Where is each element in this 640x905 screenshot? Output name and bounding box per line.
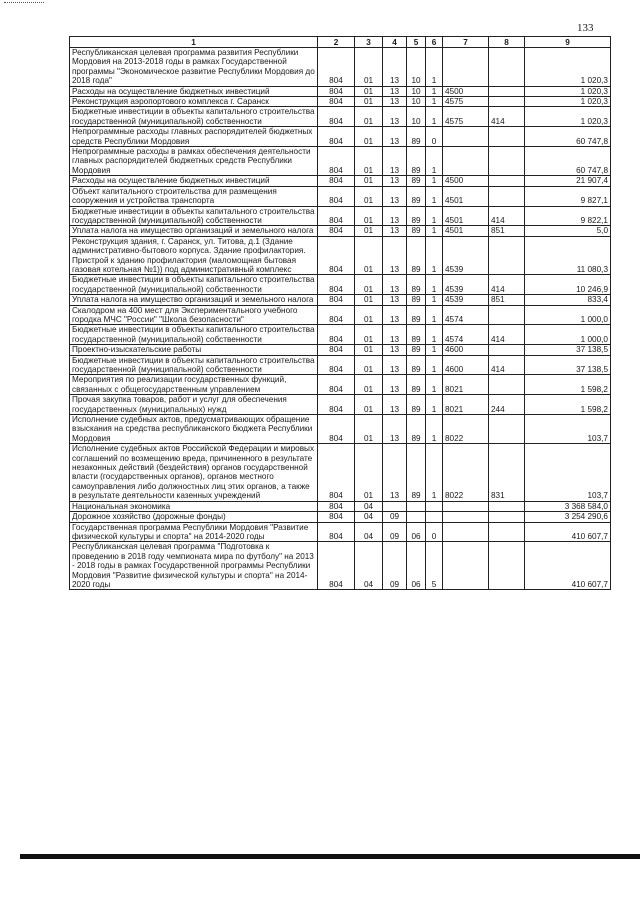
row-subsection: 13 <box>383 355 407 375</box>
row-amount: 103,7 <box>525 415 611 444</box>
column-header-8: 8 <box>489 37 525 48</box>
scan-mark <box>4 2 44 4</box>
row-section: 01 <box>355 147 383 176</box>
row-amount: 410 607,7 <box>525 542 611 590</box>
row-program: 89 <box>407 295 426 305</box>
row-expense-type <box>489 501 525 511</box>
row-target-code <box>443 127 489 147</box>
row-name: Бюджетные инвестиции в объекты капитального строительства государственной (муниципальной) собственности <box>70 275 318 295</box>
row-name: Расходы на осуществление бюджетных инвестиций <box>70 86 318 96</box>
row-program: 10 <box>407 48 426 87</box>
row-subprogram: 1 <box>426 325 443 345</box>
row-name: Уплата налога на имущество организаций и земельного налога <box>70 226 318 236</box>
row-program: 89 <box>407 325 426 345</box>
row-amount: 410 607,7 <box>525 522 611 542</box>
row-subsection: 09 <box>383 522 407 542</box>
row-section: 01 <box>355 127 383 147</box>
column-header-2: 2 <box>318 37 355 48</box>
row-amount: 11 080,3 <box>525 236 611 275</box>
row-name: Республиканская целевая программа развития Республики Мордовия на 2013-2018 годы в рамках Государственной программы "Экономическое развитие Республики Мордовия до 2018 года" <box>70 48 318 87</box>
row-amount: 37 138,5 <box>525 355 611 375</box>
column-header-1: 1 <box>70 37 318 48</box>
row-amount: 1 000,0 <box>525 305 611 325</box>
row-name: Прочая закупка товаров, работ и услуг для обеспечения государственных (муниципальных) нужд <box>70 395 318 415</box>
row-section: 01 <box>355 395 383 415</box>
row-admin-code: 804 <box>318 86 355 96</box>
row-section: 01 <box>355 415 383 444</box>
row-expense-type: 831 <box>489 444 525 501</box>
row-subprogram: 1 <box>426 345 443 355</box>
table-row <box>70 295 611 305</box>
row-subprogram <box>426 501 443 511</box>
row-name: Исполнение судебных актов, предусматривающих обращение взыскания на средства республиканского бюджета Республики Мордовия <box>70 415 318 444</box>
row-subsection: 13 <box>383 206 407 226</box>
row-program: 89 <box>407 395 426 415</box>
row-subprogram: 1 <box>426 305 443 325</box>
row-target-code: 4575 <box>443 97 489 107</box>
row-subprogram: 1 <box>426 375 443 395</box>
row-section: 01 <box>355 355 383 375</box>
row-program: 89 <box>407 345 426 355</box>
row-expense-type <box>489 236 525 275</box>
row-target-code: 4539 <box>443 236 489 275</box>
row-program: 89 <box>407 127 426 147</box>
row-section: 01 <box>355 444 383 501</box>
row-subprogram: 1 <box>426 186 443 206</box>
row-subsection: 13 <box>383 176 407 186</box>
row-name: Непрограммные расходы главных распорядителей бюджетных средств Республики Мордовия <box>70 127 318 147</box>
row-subprogram: 1 <box>426 295 443 305</box>
row-admin-code: 804 <box>318 295 355 305</box>
row-amount: 103,7 <box>525 444 611 501</box>
row-admin-code: 804 <box>318 127 355 147</box>
row-subprogram: 1 <box>426 444 443 501</box>
row-target-code: 8022 <box>443 415 489 444</box>
table-body <box>70 48 611 590</box>
row-amount: 60 747,8 <box>525 127 611 147</box>
row-section: 04 <box>355 522 383 542</box>
row-program: 89 <box>407 236 426 275</box>
row-subsection: 13 <box>383 107 407 127</box>
row-subsection: 13 <box>383 127 407 147</box>
row-target-code: 4500 <box>443 176 489 186</box>
row-subprogram: 1 <box>426 415 443 444</box>
row-program: 89 <box>407 186 426 206</box>
row-admin-code: 804 <box>318 275 355 295</box>
row-expense-type <box>489 176 525 186</box>
row-name: Реконструкция аэропортового комплекса г. Саранск <box>70 97 318 107</box>
row-program: 89 <box>407 206 426 226</box>
row-subsection: 13 <box>383 147 407 176</box>
row-expense-type <box>489 86 525 96</box>
row-target-code: 4575 <box>443 107 489 127</box>
row-program: 89 <box>407 375 426 395</box>
row-subsection: 13 <box>383 305 407 325</box>
table-row <box>70 107 611 127</box>
row-name: Проектно-изыскательские работы <box>70 345 318 355</box>
row-subprogram: 1 <box>426 107 443 127</box>
row-admin-code: 804 <box>318 305 355 325</box>
row-section: 04 <box>355 501 383 511</box>
row-section: 01 <box>355 86 383 96</box>
row-section: 01 <box>355 186 383 206</box>
row-subsection: 13 <box>383 275 407 295</box>
row-section: 01 <box>355 305 383 325</box>
row-subsection: 09 <box>383 542 407 590</box>
row-admin-code: 804 <box>318 97 355 107</box>
row-target-code: 8021 <box>443 375 489 395</box>
row-amount: 37 138,5 <box>525 345 611 355</box>
row-subsection: 13 <box>383 97 407 107</box>
row-expense-type: 414 <box>489 275 525 295</box>
row-section: 01 <box>355 345 383 355</box>
table-row <box>70 355 611 375</box>
row-subprogram: 1 <box>426 206 443 226</box>
row-name: Бюджетные инвестиции в объекты капитального строительства государственной (муниципальной) собственности <box>70 355 318 375</box>
page-number: 133 <box>577 22 594 34</box>
row-subprogram <box>426 512 443 522</box>
table-row <box>70 275 611 295</box>
table-row <box>70 236 611 275</box>
row-program: 10 <box>407 86 426 96</box>
row-target-code: 4574 <box>443 325 489 345</box>
row-subsection: 09 <box>383 512 407 522</box>
row-subsection: 13 <box>383 395 407 415</box>
row-subprogram: 1 <box>426 226 443 236</box>
row-target-code: 4574 <box>443 305 489 325</box>
row-name: Мероприятия по реализации государственных функций, связанных с общегосударственным управлением <box>70 375 318 395</box>
row-section: 01 <box>355 375 383 395</box>
row-subprogram: 1 <box>426 48 443 87</box>
row-subprogram: 1 <box>426 395 443 415</box>
row-admin-code: 804 <box>318 542 355 590</box>
table-row <box>70 305 611 325</box>
row-section: 01 <box>355 226 383 236</box>
row-expense-type <box>489 147 525 176</box>
row-expense-type: 414 <box>489 206 525 226</box>
row-subprogram: 0 <box>426 522 443 542</box>
row-target-code <box>443 147 489 176</box>
row-amount: 1 598,2 <box>525 395 611 415</box>
row-subsection: 13 <box>383 345 407 355</box>
table-row <box>70 375 611 395</box>
row-amount: 3 254 290,6 <box>525 512 611 522</box>
row-amount: 3 368 584,0 <box>525 501 611 511</box>
column-header-5: 5 <box>407 37 426 48</box>
row-expense-type <box>489 522 525 542</box>
table-row <box>70 395 611 415</box>
row-amount: 10 246,9 <box>525 275 611 295</box>
row-expense-type <box>489 305 525 325</box>
row-amount: 21 907,4 <box>525 176 611 186</box>
row-amount: 9 822,1 <box>525 206 611 226</box>
row-name: Республиканская целевая программа "Подготовка к проведению в 2018 году чемпионата мира по футболу" на 2013 - 2018 годы в рамках Государственной программы Республики Мордовия "Развитие физической культуры и спорта" на 2014-2020 годы <box>70 542 318 590</box>
row-admin-code: 804 <box>318 444 355 501</box>
row-target-code: 8022 <box>443 444 489 501</box>
row-name: Государственная программа Республики Мордовия "Развитие физической культуры и спорта" на 2014-2020 годы <box>70 522 318 542</box>
row-program: 89 <box>407 275 426 295</box>
row-admin-code: 804 <box>318 236 355 275</box>
row-expense-type <box>489 512 525 522</box>
row-admin-code: 804 <box>318 325 355 345</box>
row-admin-code: 804 <box>318 395 355 415</box>
table-row <box>70 444 611 501</box>
row-amount: 9 827,1 <box>525 186 611 206</box>
row-target-code: 4501 <box>443 226 489 236</box>
row-subprogram: 1 <box>426 355 443 375</box>
row-name: Национальная экономика <box>70 501 318 511</box>
row-name: Скалодром на 400 мест для Экспериментального учебного городка МЧС "России" "Школа безопасности" <box>70 305 318 325</box>
row-amount: 1 020,3 <box>525 107 611 127</box>
row-target-code: 4600 <box>443 355 489 375</box>
row-expense-type: 851 <box>489 295 525 305</box>
row-admin-code: 804 <box>318 512 355 522</box>
row-target-code <box>443 522 489 542</box>
row-admin-code: 804 <box>318 176 355 186</box>
row-name: Уплата налога на имущество организаций и земельного налога <box>70 295 318 305</box>
row-subsection: 13 <box>383 226 407 236</box>
row-subsection: 13 <box>383 415 407 444</box>
row-subprogram: 1 <box>426 147 443 176</box>
row-program: 89 <box>407 444 426 501</box>
row-subprogram: 1 <box>426 176 443 186</box>
row-name: Дорожное хозяйство (дорожные фонды) <box>70 512 318 522</box>
row-subprogram: 1 <box>426 275 443 295</box>
table-row <box>70 226 611 236</box>
row-amount: 1 000,0 <box>525 325 611 345</box>
row-admin-code: 804 <box>318 522 355 542</box>
row-amount: 1 020,3 <box>525 97 611 107</box>
table-row <box>70 147 611 176</box>
row-name: Бюджетные инвестиции в объекты капитального строительства государственной (муниципальной) собственности <box>70 325 318 345</box>
row-section: 01 <box>355 275 383 295</box>
row-target-code: 4501 <box>443 206 489 226</box>
row-program: 10 <box>407 97 426 107</box>
row-target-code: 8021 <box>443 395 489 415</box>
row-admin-code: 804 <box>318 345 355 355</box>
row-name: Бюджетные инвестиции в объекты капитального строительства государственной (муниципальной) собственности <box>70 206 318 226</box>
row-subsection: 13 <box>383 375 407 395</box>
row-program: 89 <box>407 355 426 375</box>
column-header-7: 7 <box>443 37 489 48</box>
row-target-code <box>443 48 489 87</box>
row-section: 01 <box>355 107 383 127</box>
row-subsection: 13 <box>383 186 407 206</box>
row-target-code <box>443 542 489 590</box>
row-section: 04 <box>355 512 383 522</box>
table-row <box>70 86 611 96</box>
row-name: Объект капитального строительства для размещения сооружения и устройства транспорта <box>70 186 318 206</box>
row-expense-type <box>489 415 525 444</box>
row-target-code <box>443 512 489 522</box>
row-name: Реконструкция здания, г. Саранск, ул. Титова, д.1 (Здание административно-бытового корпуса. Здание профилактория. Пристрой к зданию профилактория (маломощная бытовая газовая котельная №1)) под административный комплекс <box>70 236 318 275</box>
table-row <box>70 501 611 511</box>
row-name: Непрограммные расходы в рамках обеспечения деятельности главных распорядителей бюджетных средств Республики Мордовия <box>70 147 318 176</box>
row-expense-type: 414 <box>489 107 525 127</box>
row-expense-type <box>489 48 525 87</box>
row-target-code: 4600 <box>443 345 489 355</box>
column-header-4: 4 <box>383 37 407 48</box>
table-row <box>70 206 611 226</box>
column-header-9: 9 <box>525 37 611 48</box>
row-expense-type: 414 <box>489 325 525 345</box>
row-expense-type <box>489 97 525 107</box>
row-amount: 833,4 <box>525 295 611 305</box>
row-subprogram: 1 <box>426 86 443 96</box>
table-row <box>70 176 611 186</box>
row-program: 10 <box>407 107 426 127</box>
row-expense-type <box>489 345 525 355</box>
row-admin-code: 804 <box>318 415 355 444</box>
row-program: 89 <box>407 147 426 176</box>
row-amount: 1 020,3 <box>525 48 611 87</box>
row-section: 01 <box>355 206 383 226</box>
row-section: 04 <box>355 542 383 590</box>
row-program: 06 <box>407 522 426 542</box>
row-section: 01 <box>355 236 383 275</box>
column-header-6: 6 <box>426 37 443 48</box>
row-amount: 1 020,3 <box>525 86 611 96</box>
row-section: 01 <box>355 48 383 87</box>
row-expense-type: 244 <box>489 395 525 415</box>
row-admin-code: 804 <box>318 226 355 236</box>
row-expense-type <box>489 375 525 395</box>
row-subprogram: 1 <box>426 236 443 275</box>
row-subsection: 13 <box>383 48 407 87</box>
table-row <box>70 48 611 87</box>
row-section: 01 <box>355 325 383 345</box>
row-program: 89 <box>407 226 426 236</box>
row-subsection: 13 <box>383 236 407 275</box>
row-target-code <box>443 501 489 511</box>
row-target-code: 4539 <box>443 295 489 305</box>
row-target-code: 4539 <box>443 275 489 295</box>
table-row <box>70 325 611 345</box>
table-row <box>70 345 611 355</box>
row-name: Бюджетные инвестиции в объекты капитального строительства государственной (муниципальной) собственности <box>70 107 318 127</box>
row-subsection: 13 <box>383 295 407 305</box>
scan-border-bar <box>20 854 640 859</box>
row-amount: 5,0 <box>525 226 611 236</box>
table-row <box>70 522 611 542</box>
row-expense-type: 851 <box>489 226 525 236</box>
row-admin-code: 804 <box>318 375 355 395</box>
row-subprogram: 5 <box>426 542 443 590</box>
row-program: 89 <box>407 176 426 186</box>
row-subprogram: 1 <box>426 97 443 107</box>
row-amount: 60 747,8 <box>525 147 611 176</box>
row-admin-code: 804 <box>318 186 355 206</box>
row-admin-code: 804 <box>318 48 355 87</box>
table-row <box>70 97 611 107</box>
budget-table <box>69 36 611 590</box>
row-subsection: 13 <box>383 325 407 345</box>
row-admin-code: 804 <box>318 206 355 226</box>
row-program <box>407 501 426 511</box>
row-program: 89 <box>407 305 426 325</box>
row-section: 01 <box>355 97 383 107</box>
row-program: 06 <box>407 542 426 590</box>
row-subsection <box>383 501 407 511</box>
row-expense-type <box>489 542 525 590</box>
row-admin-code: 804 <box>318 355 355 375</box>
row-expense-type <box>489 127 525 147</box>
row-target-code: 4500 <box>443 86 489 96</box>
row-target-code: 4501 <box>443 186 489 206</box>
row-admin-code: 804 <box>318 107 355 127</box>
row-admin-code: 804 <box>318 147 355 176</box>
row-subprogram: 0 <box>426 127 443 147</box>
table-row <box>70 415 611 444</box>
row-amount: 1 598,2 <box>525 375 611 395</box>
row-name: Исполнение судебных актов Российской Федерации и мировых соглашений по возмещению вреда, причиненного в результате незаконных действий (бездействия) органов государственной власти (государственных органов), органов местного самоуправления либо должностных лиц этих органов, а также в результате деятельности казенных учреждений <box>70 444 318 501</box>
row-subsection: 13 <box>383 444 407 501</box>
row-section: 01 <box>355 176 383 186</box>
row-expense-type <box>489 186 525 206</box>
row-program: 89 <box>407 415 426 444</box>
table-row <box>70 127 611 147</box>
table-row <box>70 186 611 206</box>
row-expense-type: 414 <box>489 355 525 375</box>
table-row <box>70 512 611 522</box>
table-row <box>70 542 611 590</box>
row-program <box>407 512 426 522</box>
row-subsection: 13 <box>383 86 407 96</box>
column-header-3: 3 <box>355 37 383 48</box>
row-name: Расходы на осуществление бюджетных инвестиций <box>70 176 318 186</box>
row-admin-code: 804 <box>318 501 355 511</box>
row-section: 01 <box>355 295 383 305</box>
table-header-row <box>70 37 611 48</box>
